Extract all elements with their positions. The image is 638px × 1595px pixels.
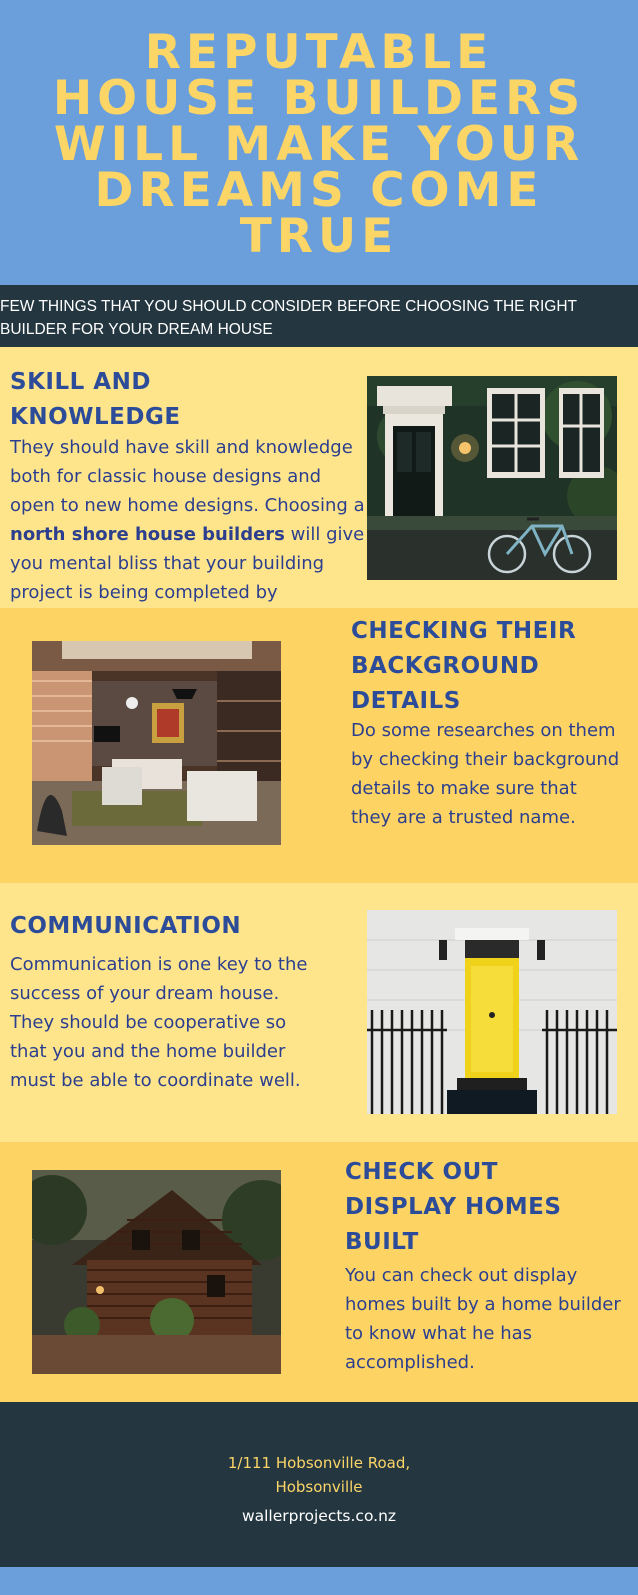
body-text: will give you mental bliss that your building project is being completed by — [10, 524, 365, 603]
title-line-4: DREAMS COME — [94, 163, 544, 218]
heading-line: BACKGROUND — [351, 653, 540, 679]
section-body-communication: Communication is one key to the success of your dream house. They should be cooperative so that you and the home builder must be able to coordinate well. — [10, 954, 308, 1091]
subheader-text — [0, 295, 630, 341]
subheader-line-2: BUILDER FOR YOUR DREAM HOUSE — [0, 321, 273, 338]
section-heading-communication — [10, 909, 330, 944]
log-cabin-photo — [32, 1170, 281, 1374]
bottom-band — [0, 1567, 638, 1595]
living-room-photo — [32, 641, 281, 845]
section-body-background: Do some researches on them by checking their background details to make sure that they are a trusted name. — [351, 720, 620, 828]
page-title — [0, 25, 638, 264]
section-heading-display-homes — [345, 1155, 638, 1260]
body-text: They should have skill and knowledge both for classic house designs and open to new home designs. Choosing a — [10, 437, 365, 516]
heading-line: KNOWLEDGE — [10, 404, 181, 430]
yellow-door-photo — [367, 910, 617, 1114]
highlighted-link-text: north shore house builders — [10, 524, 285, 545]
heading-line: DISPLAY HOMES — [345, 1194, 562, 1220]
heading-line: DETAILS — [351, 688, 461, 714]
footer-website-link[interactable]: wallerprojects.co.nz — [241, 1507, 397, 1525]
section-heading-skill — [10, 365, 330, 435]
title-line-5: TRUE — [239, 209, 399, 264]
title-line-3: WILL MAKE YOUR — [53, 117, 585, 172]
section-body-display-homes: You can check out display homes built by a home builder to know what he has accomplished. — [345, 1265, 621, 1373]
house-with-bicycle-photo — [367, 376, 617, 580]
heading-line: SKILL AND — [10, 369, 151, 395]
subheader-line-1: FEW THINGS THAT YOU SHOULD CONSIDER BEFORE CHOOSING THE RIGHT — [0, 298, 578, 315]
heading-line: BUILT — [345, 1229, 419, 1255]
heading-line: COMMUNICATION — [10, 913, 242, 939]
address-line-1: 1/111 Hobsonville Road, — [227, 1454, 411, 1472]
title-line-1: REPUTABLE — [144, 25, 494, 80]
section-heading-background — [351, 614, 638, 719]
heading-line: CHECKING THEIR — [351, 618, 577, 644]
section-body-skill — [10, 433, 365, 636]
heading-line: CHECK OUT — [345, 1159, 498, 1185]
footer-address — [0, 1451, 638, 1499]
address-line-2: Hobsonville — [275, 1478, 363, 1496]
title-line-2: HOUSE BUILDERS — [52, 71, 586, 126]
